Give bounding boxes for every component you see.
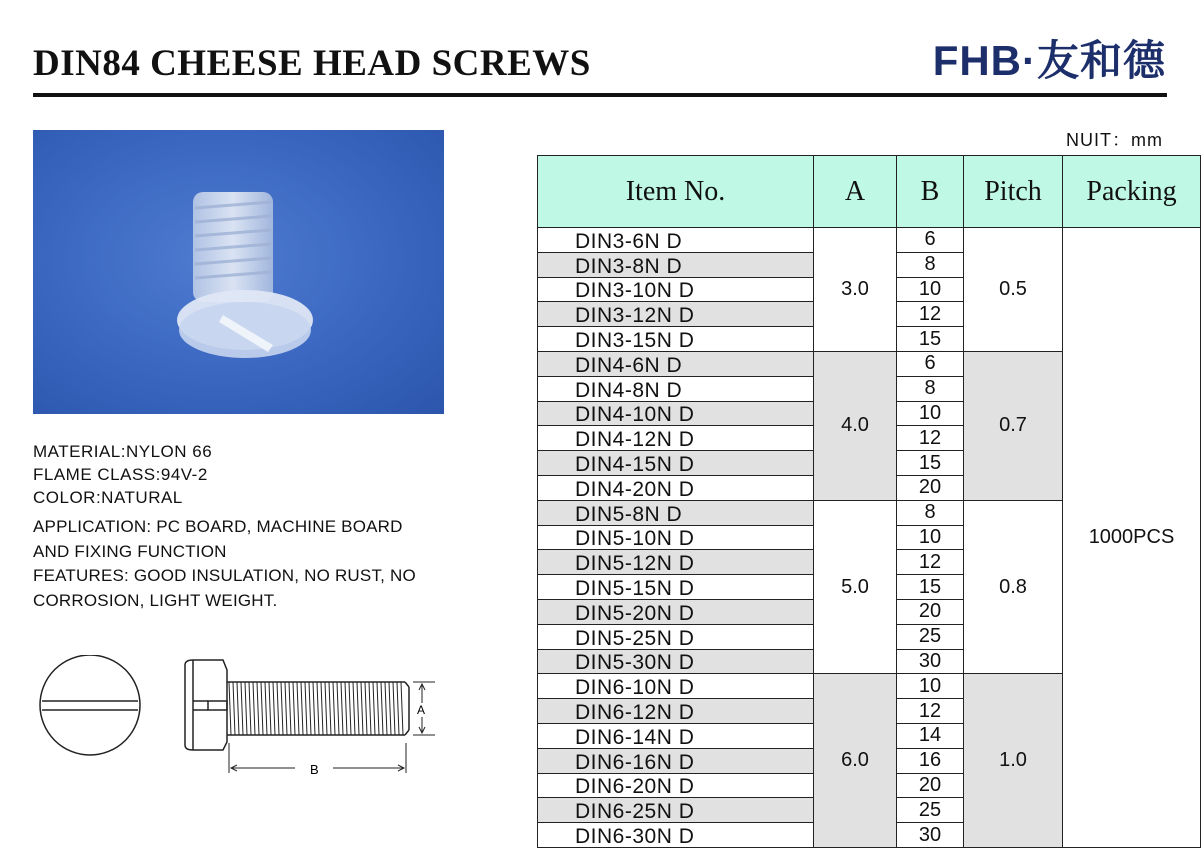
cell-b: 10 (897, 525, 964, 550)
product-photo (33, 130, 444, 414)
label-b: B (310, 762, 319, 777)
cell-item-no: DIN3-6N D (538, 228, 814, 253)
cell-item-no: DIN4-8N D (538, 376, 814, 401)
application-line-1: APPLICATION: PC BOARD, MACHINE BOARD (33, 517, 403, 536)
material-text: MATERIAL:NYLON 66 (33, 442, 213, 461)
cell-b: 6 (897, 351, 964, 376)
cell-b: 20 (897, 599, 964, 624)
cell-b: 30 (897, 649, 964, 674)
cell-b: 30 (897, 823, 964, 848)
cell-item-no: DIN5-10N D (538, 525, 814, 550)
cell-item-no: DIN6-12N D (538, 699, 814, 724)
header-a: A (814, 156, 897, 228)
cell-item-no: DIN4-10N D (538, 401, 814, 426)
cell-b: 10 (897, 401, 964, 426)
application-features (33, 515, 493, 613)
cell-b: 14 (897, 723, 964, 748)
color-text: COLOR:NATURAL (33, 488, 183, 507)
header-item-no: Item No. (538, 156, 814, 228)
cell-pitch: 0.5 (964, 228, 1063, 352)
brand-logo: FHB·友和德 (932, 37, 1166, 84)
cell-b: 10 (897, 674, 964, 699)
label-a: A (417, 703, 426, 717)
header-pitch: Pitch (964, 156, 1063, 228)
cell-a: 6.0 (814, 674, 897, 848)
cell-b: 10 (897, 277, 964, 302)
cell-item-no: DIN6-14N D (538, 723, 814, 748)
cell-item-no: DIN5-20N D (538, 599, 814, 624)
cell-item-no: DIN3-12N D (538, 302, 814, 327)
cell-b: 20 (897, 475, 964, 500)
cell-item-no: DIN5-8N D (538, 500, 814, 525)
cell-b: 15 (897, 327, 964, 352)
header-b: B (897, 156, 964, 228)
application-line-2: AND FIXING FUNCTION (33, 541, 227, 561)
cell-b: 25 (897, 798, 964, 823)
cell-pitch: 0.7 (964, 351, 1063, 500)
table-row (538, 228, 1201, 253)
cell-b: 12 (897, 550, 964, 575)
table-header-row (538, 156, 1201, 228)
cell-item-no: DIN6-20N D (538, 773, 814, 798)
cell-item-no: DIN6-16N D (538, 748, 814, 773)
cell-b: 8 (897, 252, 964, 277)
cell-b: 8 (897, 500, 964, 525)
cell-b: 15 (897, 575, 964, 600)
cell-a: 3.0 (814, 228, 897, 352)
table-body (538, 228, 1201, 848)
cell-item-no: DIN3-8N D (538, 252, 814, 277)
unit-label: NUIT：mm (1066, 130, 1163, 150)
cell-b: 8 (897, 376, 964, 401)
nylon-screw-image (33, 130, 444, 414)
cell-packing: 1000PCS (1063, 228, 1201, 848)
cell-item-no: DIN4-20N D (538, 475, 814, 500)
page-title: DIN84 CHEESE HEAD SCREWS (33, 43, 591, 84)
cell-item-no: DIN5-12N D (538, 550, 814, 575)
cell-item-no: DIN4-12N D (538, 426, 814, 451)
cell-item-no: DIN3-15N D (538, 327, 814, 352)
cell-item-no: DIN4-15N D (538, 451, 814, 476)
features-line-1: FEATURES: GOOD INSULATION, NO RUST, NO (33, 566, 416, 585)
technical-drawing (33, 655, 453, 785)
cell-a: 4.0 (814, 351, 897, 500)
cell-a: 5.0 (814, 500, 897, 674)
cell-b: 25 (897, 624, 964, 649)
cell-item-no: DIN4-6N D (538, 351, 814, 376)
flame-class-text: FLAME CLASS:94V-2 (33, 465, 208, 484)
header-packing: Packing (1063, 156, 1201, 228)
cell-item-no: DIN6-25N D (538, 798, 814, 823)
cell-item-no: DIN6-10N D (538, 674, 814, 699)
cell-b: 12 (897, 699, 964, 724)
cell-pitch: 0.8 (964, 500, 1063, 674)
screw-drawing (33, 655, 453, 790)
cell-item-no: DIN6-30N D (538, 823, 814, 848)
cell-b: 16 (897, 748, 964, 773)
features-line-2: CORROSION, LIGHT WEIGHT. (33, 590, 278, 610)
material-specs (33, 440, 212, 509)
cell-item-no: DIN5-30N D (538, 649, 814, 674)
cell-item-no: DIN5-15N D (538, 575, 814, 600)
title-divider (33, 93, 1167, 97)
cell-b: 20 (897, 773, 964, 798)
cell-item-no: DIN5-25N D (538, 624, 814, 649)
cell-b: 6 (897, 228, 964, 253)
spec-table (537, 155, 1201, 848)
cell-b: 15 (897, 451, 964, 476)
cell-item-no: DIN3-10N D (538, 277, 814, 302)
cell-b: 12 (897, 426, 964, 451)
cell-pitch: 1.0 (964, 674, 1063, 848)
cell-b: 12 (897, 302, 964, 327)
